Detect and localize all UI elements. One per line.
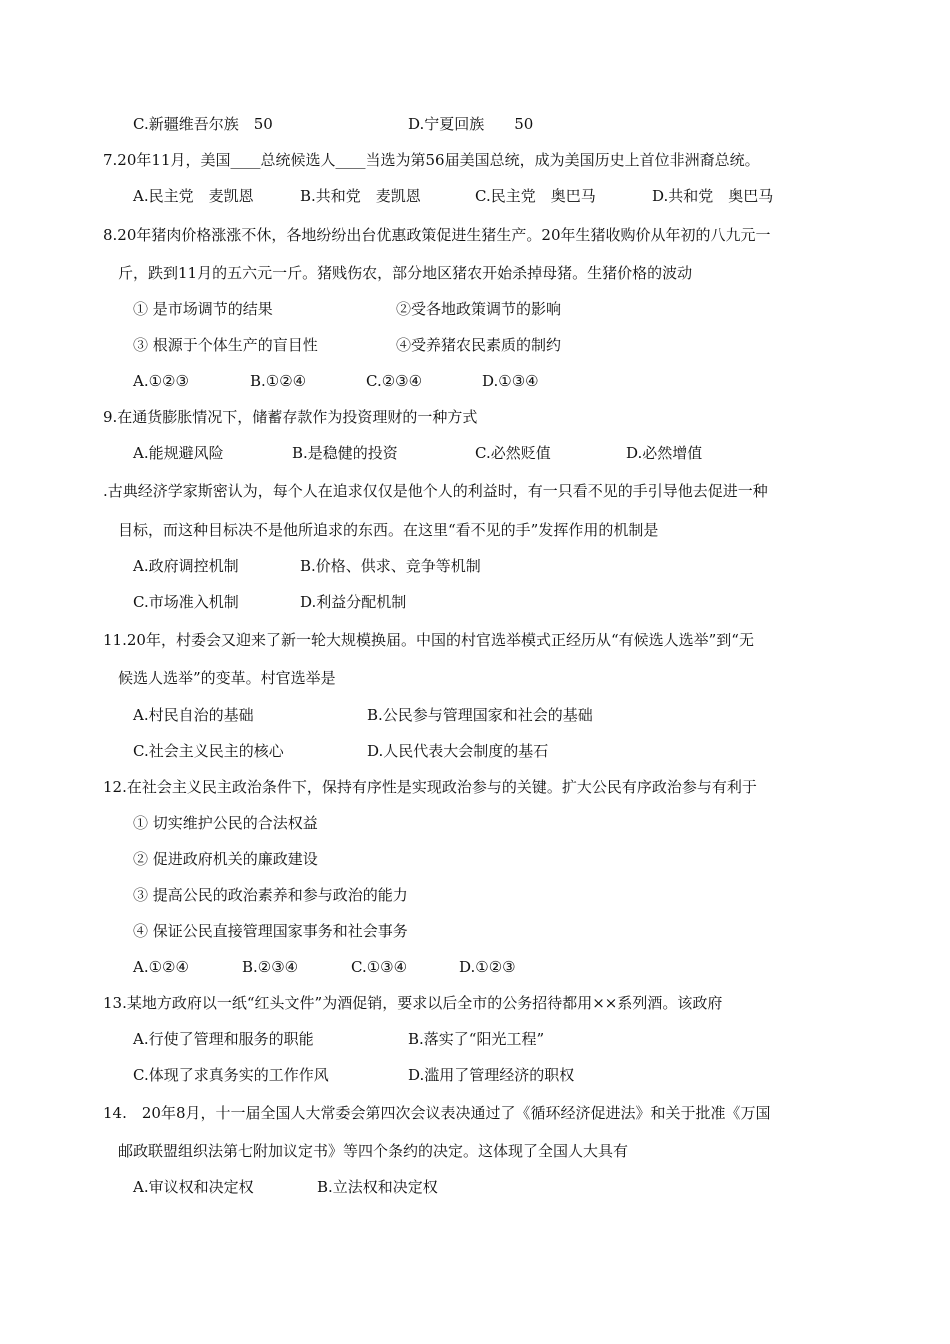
q11-stem-line2: 候选人选举”的变革。村官选举是 — [118, 669, 336, 687]
q7-stem: 7.20年11月，美国____总统候选人____当选为第56届美国总统，成为美国历史上首位非洲裔总统。 — [103, 151, 760, 169]
q8-option-a: A.①②③ — [133, 372, 189, 390]
q11-option-b: B.公民参与管理国家和社会的基础 — [367, 706, 593, 724]
q10-option-b: B.价格、供求、竞争等机制 — [300, 557, 481, 575]
q9-option-c: C.必然贬值 — [475, 444, 551, 462]
q8-option-b: B.①②④ — [250, 372, 307, 390]
q14-stem-line2: 邮政联盟组织法第七附加议定书》等四个条约的决定。这体现了全国人大具有 — [118, 1142, 629, 1160]
q12-statement-1: ① 切实维护公民的合法权益 — [133, 814, 318, 832]
q8-stem-line1: 8.20年猪肉价格涨涨不休，各地纷纷出台优惠政策促进生猪生产。20年生猪收购价从年初的八九元一 — [103, 226, 771, 244]
q12-statement-4: ④ 保证公民直接管理国家事务和社会事务 — [133, 922, 408, 940]
q7-option-a: A.民主党 麦凯恩 — [133, 187, 254, 205]
q9-option-b: B.是稳健的投资 — [292, 444, 398, 462]
q12-option-d: D.①②③ — [459, 958, 516, 976]
q14-option-a: A.审议权和决定权 — [133, 1178, 254, 1196]
q6-option-c: C.新疆维吾尔族 50 — [133, 115, 273, 133]
q13-option-d: D.滥用了管理经济的职权 — [408, 1066, 575, 1084]
q8-statement-1: ① 是市场调节的结果 — [133, 300, 273, 318]
q12-statement-2: ② 促进政府机关的廉政建设 — [133, 850, 318, 868]
q8-statement-2: ②受各地政策调节的影响 — [396, 300, 562, 318]
q6-option-d: D.宁夏回族 50 — [408, 115, 534, 133]
q10-option-d: D.利益分配机制 — [300, 593, 407, 611]
q11-stem-line1: 11.20年，村委会又迎来了新一轮大规模换届。中国的村官选举模式正经历从“有候选人选举”到“无 — [103, 631, 754, 649]
q13-option-c: C.体现了求真务实的工作作风 — [133, 1066, 329, 1084]
q9-option-a: A.能规避风险 — [133, 444, 224, 462]
q12-option-a: A.①②④ — [133, 958, 189, 976]
q12-option-b: B.②③④ — [242, 958, 299, 976]
q7-option-c: C.民主党 奥巴马 — [475, 187, 596, 205]
q10-stem-line2: 目标，而这种目标决不是他所追求的东西。在这里“看不见的手”发挥作用的机制是 — [118, 521, 659, 539]
q8-stem-line2: 斤，跌到11月的五六元一斤。猪贱伤农，部分地区猪农开始杀掉母猪。生猪价格的波动 — [118, 264, 693, 282]
q12-option-c: C.①③④ — [351, 958, 408, 976]
q7-option-b: B.共和党 麦凯恩 — [300, 187, 421, 205]
q8-option-d: D.①③④ — [482, 372, 539, 390]
q10-option-a: A.政府调控机制 — [133, 557, 239, 575]
q14-option-b: B.立法权和决定权 — [317, 1178, 438, 1196]
q9-stem: 9.在通货膨胀情况下，储蓄存款作为投资理财的一种方式 — [103, 408, 478, 426]
q10-option-c: C.市场准入机制 — [133, 593, 239, 611]
q11-option-a: A.村民自治的基础 — [133, 706, 254, 724]
q8-statement-4: ④受养猪农民素质的制约 — [396, 336, 562, 354]
q13-option-b: B.落实了“阳光工程” — [408, 1030, 545, 1048]
q13-stem: 13.某地方政府以一纸“红头文件”为酒促销，要求以后全市的公务招待都用××系列酒。该政府 — [103, 994, 723, 1012]
q9-option-d: D.必然增值 — [626, 444, 703, 462]
q8-option-c: C.②③④ — [366, 372, 423, 390]
q14-stem-line1: 14. 20年8月，十一届全国人大常委会第四次会议表决通过了《循环经济促进法》和关于批准《万国 — [103, 1104, 771, 1122]
q12-statement-3: ③ 提高公民的政治素养和参与政治的能力 — [133, 886, 408, 904]
q13-option-a: A.行使了管理和服务的职能 — [133, 1030, 314, 1048]
q7-option-d: D.共和党 奥巴马 — [652, 187, 774, 205]
q10-stem-line1: .古典经济学家斯密认为，每个人在追求仅仅是他个人的利益时，有一只看不见的手引导他去促进一种 — [103, 482, 768, 500]
q11-option-d: D.人民代表大会制度的基石 — [367, 742, 549, 760]
q8-statement-3: ③ 根源于个体生产的盲目性 — [133, 336, 318, 354]
q12-stem: 12.在社会主义民主政治条件下，保持有序性是实现政治参与的关键。扩大公民有序政治参与有利于 — [103, 778, 757, 796]
q11-option-c: C.社会主义民主的核心 — [133, 742, 284, 760]
